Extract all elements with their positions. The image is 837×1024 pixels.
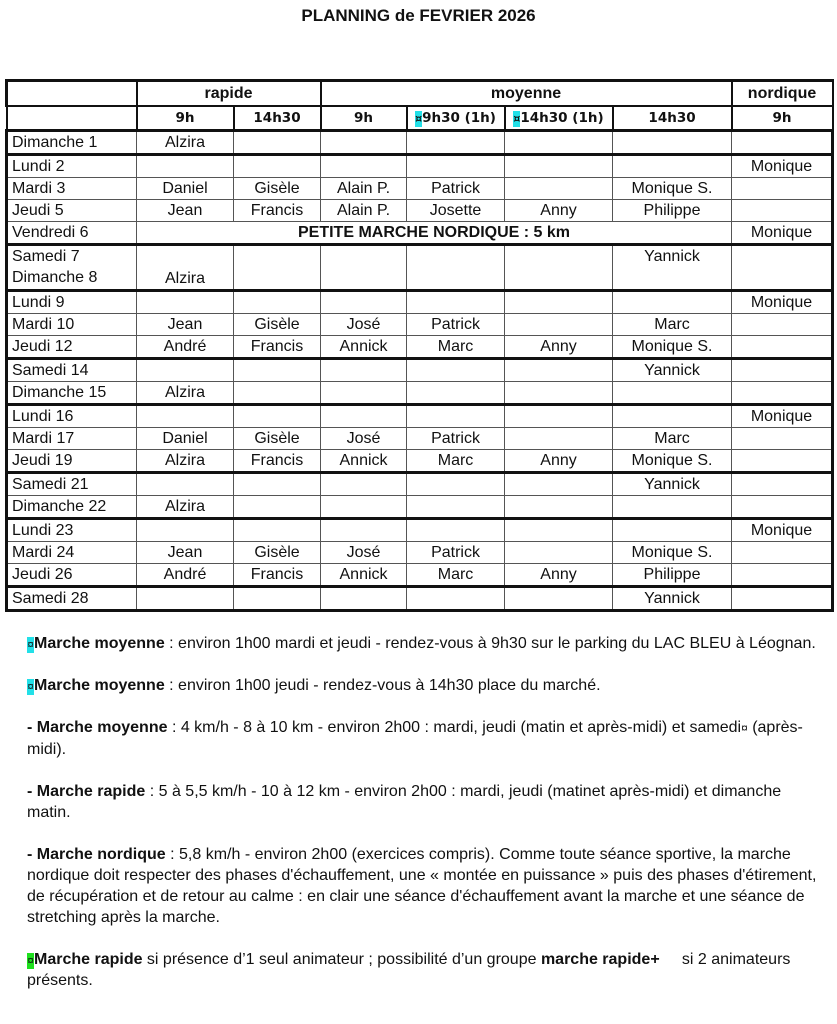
- note-title: Marche rapide: [36, 783, 146, 800]
- name-cell: [732, 450, 833, 473]
- name-cell: Yannick: [613, 359, 732, 382]
- name-cell: Jean: [137, 542, 234, 564]
- name-cell: Patrick: [407, 428, 505, 450]
- name-cell: [505, 405, 613, 428]
- name-cell: [321, 155, 407, 178]
- table-row: [7, 519, 833, 542]
- name-cell: [732, 245, 833, 291]
- name-cell: [137, 359, 234, 382]
- table-row: [7, 405, 833, 428]
- marker-icon: ¤: [415, 111, 423, 125]
- name-cell: [407, 587, 505, 611]
- name-cell: André: [137, 336, 234, 359]
- name-cell: Monique: [732, 291, 833, 314]
- note-title: Marche moyenne: [36, 719, 168, 736]
- name-cell: Philippe: [613, 200, 732, 222]
- name-cell: [137, 405, 234, 428]
- name-cell: Yannick: [613, 245, 732, 291]
- group-header-nordique: nordique: [732, 81, 833, 107]
- name-cell: [137, 473, 234, 496]
- time-header: [613, 106, 732, 131]
- name-cell: [732, 473, 833, 496]
- day-cell: [7, 519, 137, 542]
- name-cell: Marc: [407, 564, 505, 587]
- name-cell: Monique S.: [613, 450, 732, 473]
- day-label: Dimanche 1: [12, 134, 98, 151]
- name-cell: Alain P.: [321, 178, 407, 200]
- day-cell: [7, 587, 137, 611]
- day-cell: [7, 131, 137, 155]
- name-cell: José: [321, 428, 407, 450]
- name-cell: Anny: [505, 200, 613, 222]
- name-cell: André: [137, 564, 234, 587]
- note-paragraph: [27, 675, 817, 696]
- name-cell: Gisèle: [234, 428, 321, 450]
- name-cell: [234, 131, 321, 155]
- day-label: Samedi 14: [12, 362, 89, 379]
- name-cell: Marc: [613, 314, 732, 336]
- name-cell: Francis: [234, 336, 321, 359]
- name-cell: [321, 131, 407, 155]
- time-header-label: 9h: [354, 109, 374, 126]
- time-header: [234, 106, 321, 131]
- time-header: [732, 106, 833, 131]
- name-cell: [613, 291, 732, 314]
- marker-icon: ¤: [27, 639, 34, 651]
- day-cell: [7, 178, 137, 200]
- note-prefix: -: [27, 783, 37, 800]
- name-cell: José: [321, 542, 407, 564]
- name-cell: [407, 155, 505, 178]
- name-cell: [137, 291, 234, 314]
- day-cell: [7, 245, 137, 291]
- day-cell: [7, 542, 137, 564]
- name-cell: [407, 382, 505, 405]
- day-label: Samedi 21: [12, 476, 89, 493]
- name-cell: [613, 496, 732, 519]
- name-cell: [234, 291, 321, 314]
- name-cell: Gisèle: [234, 314, 321, 336]
- table-row: [7, 222, 833, 245]
- name-cell: [505, 519, 613, 542]
- day-cell: [7, 450, 137, 473]
- note-paragraph: [27, 781, 817, 823]
- name-cell: Francis: [234, 564, 321, 587]
- day-cell: [7, 291, 137, 314]
- name-cell: Patrick: [407, 542, 505, 564]
- name-cell: Alzira: [137, 382, 234, 405]
- name-cell: Annick: [321, 336, 407, 359]
- name-cell: [732, 587, 833, 611]
- header-empty-cell: [7, 106, 137, 131]
- marker-icon: ¤: [741, 721, 748, 735]
- table-row: [7, 291, 833, 314]
- name-cell: Monique S.: [613, 336, 732, 359]
- day-cell: [7, 405, 137, 428]
- day-label: Mardi 10: [12, 316, 75, 333]
- name-cell: Anny: [505, 336, 613, 359]
- name-cell: [732, 382, 833, 405]
- note-text: si présence d’1 seul animateur ; possibilité d’un groupe: [142, 951, 541, 968]
- table-row: [7, 155, 833, 178]
- marker-icon: ¤: [513, 111, 521, 125]
- name-cell: [407, 496, 505, 519]
- day-cell: [7, 382, 137, 405]
- note-text: : environ 1h00 mardi et jeudi - rendez-vous à 9h30 sur le parking du LAC BLEU à Léognan.: [164, 635, 816, 652]
- time-header: [137, 106, 234, 131]
- name-cell: Francis: [234, 450, 321, 473]
- name-cell: [407, 245, 505, 291]
- marker-icon: ¤: [27, 681, 34, 693]
- name-cell: [732, 542, 833, 564]
- name-cell: [613, 519, 732, 542]
- name-cell: [407, 473, 505, 496]
- name-cell: [234, 473, 321, 496]
- table-row: [7, 542, 833, 564]
- day-label: Dimanche 15: [12, 384, 107, 401]
- time-header-label: 14h30: [648, 109, 696, 126]
- name-cell: Anny: [505, 450, 613, 473]
- banner-cell: PETITE MARCHE NORDIQUE : 5 km: [137, 222, 732, 245]
- day-label: Jeudi 12: [12, 338, 73, 355]
- name-cell: Monique: [732, 222, 833, 245]
- day-cell: [7, 200, 137, 222]
- name-cell: [234, 587, 321, 611]
- table-row: [7, 336, 833, 359]
- day-label: Jeudi 26: [12, 566, 73, 583]
- header-empty-cell: [7, 81, 137, 107]
- table-row: [7, 382, 833, 405]
- time-header-label: 14h30: [253, 109, 301, 126]
- name-cell: [732, 178, 833, 200]
- note-paragraph: [27, 633, 817, 654]
- group-header-moyenne: moyenne: [321, 81, 732, 107]
- name-cell: [505, 496, 613, 519]
- name-cell: [234, 359, 321, 382]
- name-cell: [234, 245, 321, 291]
- note-title: Marche rapide: [34, 951, 143, 968]
- day-label: Samedi 28: [12, 590, 89, 607]
- note-emphasis: marche rapide+: [540, 951, 660, 968]
- name-cell: [613, 382, 732, 405]
- table-row: [7, 496, 833, 519]
- name-cell: [321, 291, 407, 314]
- name-cell: [732, 496, 833, 519]
- day-cell: [7, 222, 137, 245]
- name-cell: [321, 382, 407, 405]
- note-text: : 5 à 5,5 km/h - 10 à 12 km - environ 2h00 : mardi, jeudi (matinet après-midi) et dimanche matin.: [27, 783, 782, 821]
- name-cell: Gisèle: [234, 542, 321, 564]
- name-cell: Jean: [137, 200, 234, 222]
- name-cell: Marc: [407, 450, 505, 473]
- name-cell: [137, 155, 234, 178]
- name-cell: [407, 131, 505, 155]
- page-title: PLANNING de FEVRIER 2026: [301, 6, 536, 25]
- name-cell: Yannick: [613, 587, 732, 611]
- name-cell: [321, 587, 407, 611]
- name-cell: Monique: [732, 405, 833, 428]
- time-header: [321, 106, 407, 131]
- note-text: si 2 animateurs présents.: [27, 951, 795, 989]
- note-prefix: -: [27, 846, 37, 863]
- day-label: Lundi 9: [12, 294, 65, 311]
- name-cell: [732, 428, 833, 450]
- name-cell: [732, 564, 833, 587]
- name-cell: [407, 519, 505, 542]
- day-label: Vendredi 6: [12, 224, 89, 241]
- table-row: [7, 314, 833, 336]
- planning-table: [5, 79, 834, 612]
- notes-section: [27, 633, 817, 1012]
- note-paragraph: [27, 949, 817, 991]
- time-header-label: 9h: [772, 109, 792, 126]
- day-label: Mardi 3: [12, 180, 66, 197]
- name-cell: [732, 200, 833, 222]
- name-cell: Anny: [505, 564, 613, 587]
- name-cell: [613, 405, 732, 428]
- time-header: [505, 106, 613, 131]
- time-header-label: 14h30 (1h): [520, 109, 604, 126]
- name-cell: [505, 314, 613, 336]
- name-cell: Alzira: [137, 450, 234, 473]
- group-header-row: [7, 81, 833, 107]
- name-cell: Yannick: [613, 473, 732, 496]
- name-cell: [505, 473, 613, 496]
- name-cell: Marc: [407, 336, 505, 359]
- name-cell: [234, 382, 321, 405]
- name-cell: [505, 428, 613, 450]
- name-cell: [505, 382, 613, 405]
- name-cell: Alzira: [137, 131, 234, 155]
- table-row: [7, 245, 833, 291]
- day-cell: [7, 473, 137, 496]
- name-cell: [137, 519, 234, 542]
- day-cell: [7, 314, 137, 336]
- table-row: [7, 450, 833, 473]
- day-cell: [7, 428, 137, 450]
- name-cell: Josette: [407, 200, 505, 222]
- table-row: [7, 473, 833, 496]
- name-cell: [505, 291, 613, 314]
- note-title: Marche nordique: [36, 846, 166, 863]
- time-header-row: [7, 106, 833, 131]
- name-cell: Monique S.: [613, 178, 732, 200]
- day-label: Dimanche 22: [12, 498, 107, 515]
- name-cell: Monique: [732, 155, 833, 178]
- name-cell: Alain P.: [321, 200, 407, 222]
- name-cell: Marc: [613, 428, 732, 450]
- marker-icon: ¤: [27, 955, 34, 967]
- table-row: [7, 564, 833, 587]
- day-cell: [7, 564, 137, 587]
- table-row: [7, 178, 833, 200]
- table-row: [7, 200, 833, 222]
- table-row: [7, 131, 833, 155]
- note-text: : 5,8 km/h - environ 2h00 (exercices compris). Comme toute séance sportive, la marche nordique doit respecter des phases d'échauffement, une « montée en puissance » puis des phases d'étirement, de récupération et de retour au calme : en clair une séance d'échauffement avant la marche et une séance de stretching après la marche.: [27, 846, 817, 926]
- name-cell: Francis: [234, 200, 321, 222]
- note-text: : environ 1h00 jeudi - rendez-vous à 14h30 place du marché.: [164, 677, 601, 694]
- time-header: [407, 106, 505, 131]
- day-label: Jeudi 19: [12, 452, 73, 469]
- name-cell: [321, 405, 407, 428]
- name-cell: Daniel: [137, 178, 234, 200]
- name-cell: [505, 131, 613, 155]
- name-cell: [732, 131, 833, 155]
- name-cell: Gisèle: [234, 178, 321, 200]
- name-cell: [234, 405, 321, 428]
- name-cell: [407, 405, 505, 428]
- name-cell: [613, 155, 732, 178]
- name-cell: [321, 496, 407, 519]
- day-label: Mardi 17: [12, 430, 75, 447]
- table-row: [7, 428, 833, 450]
- day-label: Lundi 2: [12, 158, 65, 175]
- name-cell: Patrick: [407, 178, 505, 200]
- name-cell: Patrick: [407, 314, 505, 336]
- time-header-label: 9h: [175, 109, 195, 126]
- name-cell: [321, 359, 407, 382]
- note-paragraph: [27, 717, 817, 760]
- name-cell: Monique: [732, 519, 833, 542]
- name-cell: [234, 155, 321, 178]
- group-header-rapide: rapide: [137, 81, 321, 107]
- name-cell: [732, 359, 833, 382]
- day-cell: [7, 336, 137, 359]
- name-cell: [505, 587, 613, 611]
- name-cell: [505, 359, 613, 382]
- name-cell: [321, 473, 407, 496]
- name-cell: Alzira: [137, 496, 234, 519]
- table-row: [7, 359, 833, 382]
- name-cell: [407, 359, 505, 382]
- day-label: Jeudi 5: [12, 202, 64, 219]
- day-cell: [7, 359, 137, 382]
- day-label: Dimanche 8: [12, 269, 98, 286]
- name-cell: [321, 519, 407, 542]
- day-label: Lundi 16: [12, 408, 74, 425]
- day-label: Samedi 7: [12, 248, 80, 265]
- day-cell: [7, 496, 137, 519]
- name-cell: [505, 245, 613, 291]
- name-cell: Jean: [137, 314, 234, 336]
- note-text: (après-midi).: [27, 719, 803, 758]
- note-title: Marche moyenne: [34, 635, 165, 652]
- name-cell: [407, 291, 505, 314]
- name-cell: Alzira: [137, 245, 234, 291]
- name-cell: [505, 542, 613, 564]
- name-cell: [137, 587, 234, 611]
- name-cell: [732, 336, 833, 359]
- name-cell: [732, 314, 833, 336]
- name-cell: [321, 245, 407, 291]
- name-cell: José: [321, 314, 407, 336]
- day-cell: [7, 155, 137, 178]
- name-cell: [234, 519, 321, 542]
- name-cell: Annick: [321, 564, 407, 587]
- note-text: : 4 km/h - 8 à 10 km - environ 2h00 : mardi, jeudi (matin et après-midi) et samedi: [167, 719, 742, 736]
- name-cell: Philippe: [613, 564, 732, 587]
- name-cell: Annick: [321, 450, 407, 473]
- note-prefix: -: [27, 719, 37, 736]
- name-cell: Monique S.: [613, 542, 732, 564]
- note-paragraph: [27, 844, 817, 928]
- table-row: [7, 587, 833, 611]
- name-cell: Daniel: [137, 428, 234, 450]
- name-cell: [505, 155, 613, 178]
- time-header-label: 9h30 (1h): [422, 109, 496, 126]
- day-label: Lundi 23: [12, 522, 74, 539]
- day-label: Mardi 24: [12, 544, 75, 561]
- name-cell: [613, 131, 732, 155]
- note-title: Marche moyenne: [34, 677, 165, 694]
- name-cell: [234, 496, 321, 519]
- name-cell: [505, 178, 613, 200]
